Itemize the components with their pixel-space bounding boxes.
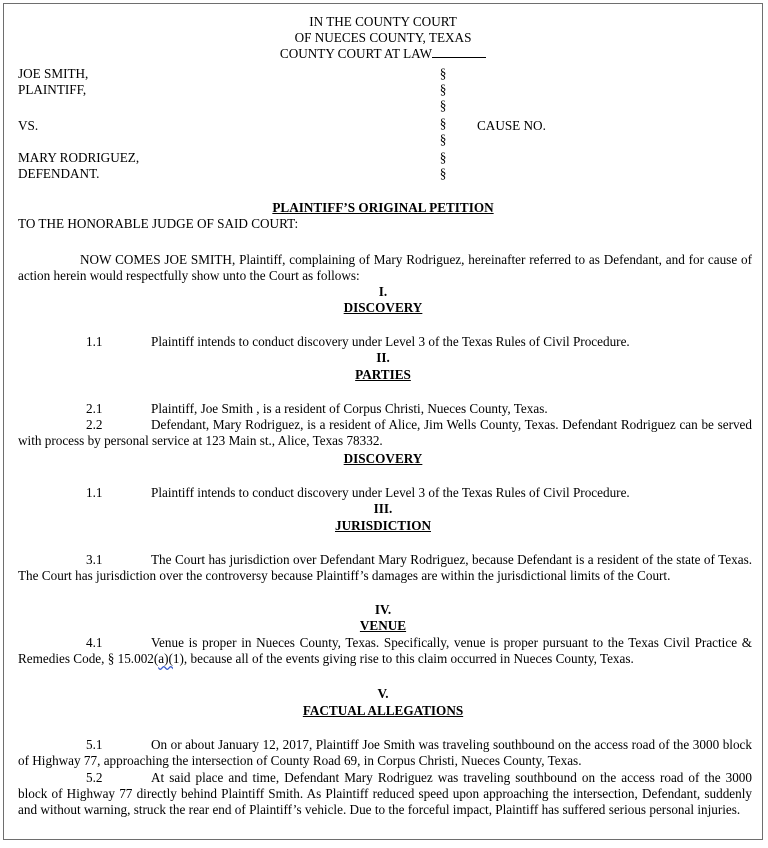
paragraph-number: 4.1 (86, 635, 103, 650)
paragraph-text: Plaintiff, Joe Smith , is a resident of Corpus Christi, Nueces County, Texas. (151, 401, 548, 416)
paragraph-1-1-repeat (18, 485, 752, 501)
paragraph-text: The Court has jurisdiction over Defendant Mary Rodriguez, because Defendant is a resident of the state of Texas. The Court has jurisdiction over the controversy because Plaintiff’s damages are within the jurisdictional limits of the Court. (18, 552, 752, 584)
paragraph-number: 5.2 (86, 770, 103, 785)
section-numeral-2: II. (376, 350, 390, 365)
paragraph-number: 1.1 (86, 485, 103, 500)
section-symbol: § (439, 116, 447, 131)
paragraph-number: 2.2 (86, 417, 103, 432)
section-heading-parties: PARTIES (355, 367, 411, 382)
plaintiff-name: JOE SMITH, (18, 66, 89, 81)
defendant-role: DEFENDANT. (18, 166, 100, 181)
paragraph-5-2 (18, 770, 752, 819)
section-numeral-1: I. (378, 284, 388, 299)
section-heading-venue: VENUE (359, 618, 407, 633)
paragraph-2-1 (18, 401, 752, 417)
paragraph-text-cont: 1), because all of the events giving rise to this claim occurred in Nueces County, Texas. (172, 651, 634, 667)
paragraph-text: Defendant, Mary Rodriguez, is a resident of Alice, Jim Wells County, Texas. Defendant Rodriguez can be served with process by personal service at 123 Main st., Alice, Texas 78332. (18, 417, 752, 449)
section-symbol: § (439, 82, 447, 97)
paragraph-text: Venue is proper in Nueces County, Texas. Specifically, venue is proper pursuant to the Texas Civil Practice & Remedies Code, § 15.002( (18, 635, 752, 667)
section-symbol: § (439, 150, 447, 165)
paragraph-4-1 (18, 635, 752, 667)
petition-title: PLAINTIFF’S ORIGINAL PETITION (272, 200, 494, 215)
section-heading-factual-allegations: FACTUAL ALLEGATIONS (302, 703, 464, 718)
court-line-3-text: COUNTY COURT AT LAW (279, 46, 433, 61)
section-numeral-4: IV. (374, 602, 392, 617)
section-heading-jurisdiction: JURISDICTION (335, 518, 431, 533)
court-line-1: IN THE COUNTY COURT (309, 14, 457, 29)
paragraph-2-2 (18, 417, 752, 449)
court-line-2: OF NUECES COUNTY, TEXAS (294, 30, 472, 45)
paragraph-3-1 (18, 552, 752, 584)
court-number-blank (432, 46, 486, 58)
section-heading-discovery: DISCOVERY (343, 300, 423, 315)
defendant-name: MARY RODRIGUEZ, (18, 150, 140, 165)
section-symbol: § (439, 132, 447, 147)
paragraph-1-1 (18, 334, 752, 350)
spellcheck-flag: a)( (158, 651, 173, 667)
paragraph-text: Plaintiff intends to conduct discovery under Level 3 of the Texas Rules of Civil Procedure. (151, 485, 630, 500)
section-numeral-5: V. (377, 686, 389, 701)
paragraph-text: At said place and time, Defendant Mary Rodriguez was traveling southbound on the access road of the 3000 block of Highway 77 directly behind Plaintiff Smith. As Plaintiff reduced speed upon approaching the intersection, Defendant, suddenly and without warning, struck the rear end of Plaintiff’s vehicle. Due to the forceful impact, Plaintiff has suffered serious personal injuries. (18, 770, 752, 818)
intro-paragraph (18, 252, 752, 284)
paragraph-text: Plaintiff intends to conduct discovery under Level 3 of the Texas Rules of Civil Procedure. (151, 334, 630, 349)
intro-text: NOW COMES JOE SMITH, Plaintiff, complaining of Mary Rodriguez, hereinafter referred to as Defendant, and for cause of action herein would respectfully show unto the Court as follows: (18, 252, 752, 284)
petition-page (3, 3, 763, 840)
section-symbol: § (439, 98, 447, 113)
paragraph-number: 1.1 (86, 334, 103, 349)
paragraph-text: On or about January 12, 2017, Plaintiff Joe Smith was traveling southbound on the access road of the 3000 block of Highway 77, approaching the intersection of County Road 69, in Corpus Christi, Nueces County, Texas. (18, 737, 752, 769)
salutation: TO THE HONORABLE JUDGE OF SAID COURT: (18, 216, 299, 231)
paragraph-5-1 (18, 737, 752, 769)
paragraph-number: 3.1 (86, 552, 103, 567)
plaintiff-role: PLAINTIFF, (18, 82, 87, 97)
section-symbol: § (439, 66, 447, 81)
section-numeral-3: III. (373, 501, 393, 516)
paragraph-number: 2.1 (86, 401, 103, 416)
paragraph-number: 5.1 (86, 737, 103, 752)
court-line-3 (4, 46, 762, 62)
section-heading-discovery-2: DISCOVERY (343, 451, 423, 466)
section-symbol: § (439, 166, 447, 181)
versus-label: VS. (18, 118, 39, 133)
cause-number-label: CAUSE NO. (477, 118, 546, 133)
